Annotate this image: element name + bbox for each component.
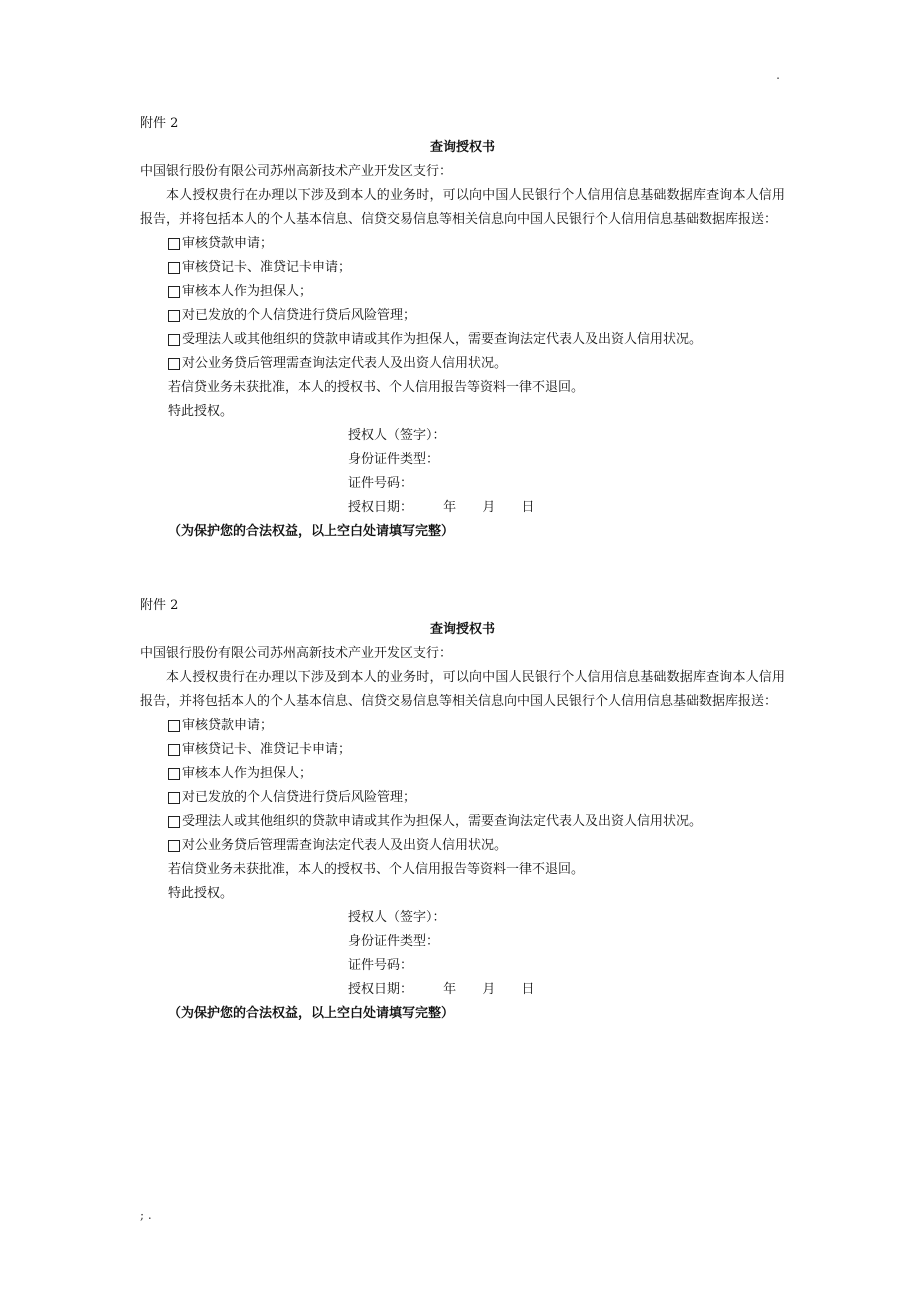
month-label: 月 <box>482 500 496 515</box>
option-item[interactable] <box>140 786 785 810</box>
special-authorization: 特此授权。 <box>168 404 234 419</box>
authorizer-signature-field[interactable]: 授权人（签字）： <box>348 910 446 925</box>
header-mark: . <box>776 68 780 82</box>
year-label: 年 <box>443 500 457 515</box>
option-item[interactable] <box>140 328 785 352</box>
option-label: 对已发放的个人信贷进行贷后风险管理； <box>182 308 417 323</box>
option-item[interactable] <box>140 714 785 738</box>
checkbox[interactable] <box>168 840 180 852</box>
no-return-statement: 若信贷业务未获批准，本人的授权书、个人信用报告等资料一律不退回。 <box>168 380 585 395</box>
option-item[interactable] <box>140 352 785 376</box>
option-label: 受理法人或其他组织的贷款申请或其作为担保人，需要查询法定代表人及出资人信用状况。 <box>182 332 703 347</box>
checkbox[interactable] <box>168 792 180 804</box>
completion-note: （为保护您的合法权益，以上空白处请填写完整） <box>168 1006 455 1021</box>
checkbox[interactable] <box>168 744 180 756</box>
special-authorization: 特此授权。 <box>168 886 234 901</box>
authorization-body: 本人授权贵行在办理以下涉及到本人的业务时，可以向中国人民银行个人信用信息基础数据库查询本人信用报告，并将包括本人的个人基本信息、信贷交易信息等相关信息向中国人民银行个人信用信息基础数据库报送： <box>140 188 785 227</box>
option-item[interactable] <box>140 810 785 834</box>
no-return-statement: 若信贷业务未获批准，本人的授权书、个人信用报告等资料一律不退回。 <box>168 862 585 877</box>
date-label: 授权日期： <box>348 500 414 515</box>
option-label: 审核本人作为担保人； <box>182 766 313 781</box>
id-type-field[interactable]: 身份证件类型： <box>348 934 440 949</box>
checkbox[interactable] <box>168 358 180 370</box>
authorization-date-field[interactable] <box>140 978 785 1002</box>
option-label: 对公业务贷后管理需查询法定代表人及出资人信用状况。 <box>182 838 508 853</box>
option-item[interactable] <box>140 762 785 786</box>
option-item[interactable] <box>140 256 785 280</box>
option-label: 审核本人作为担保人； <box>182 284 313 299</box>
option-item[interactable] <box>140 738 785 762</box>
day-label: 日 <box>521 500 535 515</box>
authorization-form-1 <box>140 112 785 544</box>
option-item[interactable] <box>140 834 785 858</box>
id-number-field[interactable]: 证件号码： <box>348 476 414 491</box>
checkbox[interactable] <box>168 310 180 322</box>
checkbox[interactable] <box>168 334 180 346</box>
authorization-date-field[interactable] <box>140 496 785 520</box>
checkbox[interactable] <box>168 816 180 828</box>
id-number-field[interactable]: 证件号码： <box>348 958 414 973</box>
authorization-body: 本人授权贵行在办理以下涉及到本人的业务时，可以向中国人民银行个人信用信息基础数据库查询本人信用报告，并将包括本人的个人基本信息、信贷交易信息等相关信息向中国人民银行个人信用信息基础数据库报送： <box>140 670 785 709</box>
option-label: 审核贷款申请； <box>182 718 274 733</box>
completion-note: （为保护您的合法权益，以上空白处请填写完整） <box>168 524 455 539</box>
checkbox[interactable] <box>168 768 180 780</box>
footer-mark: ; . <box>140 1208 152 1222</box>
addressee: 中国银行股份有限公司苏州高新技术产业开发区支行： <box>140 646 453 661</box>
option-label: 审核贷记卡、准贷记卡申请； <box>182 742 352 757</box>
checkbox[interactable] <box>168 720 180 732</box>
addressee: 中国银行股份有限公司苏州高新技术产业开发区支行： <box>140 164 453 179</box>
authorization-form-2 <box>140 594 785 1026</box>
checkbox[interactable] <box>168 238 180 250</box>
authorizer-signature-field[interactable]: 授权人（签字）： <box>348 428 446 443</box>
month-label: 月 <box>482 982 496 997</box>
option-label: 审核贷记卡、准贷记卡申请； <box>182 260 352 275</box>
year-label: 年 <box>443 982 457 997</box>
option-label: 审核贷款申请； <box>182 236 274 251</box>
date-label: 授权日期： <box>348 982 414 997</box>
option-label: 对公业务贷后管理需查询法定代表人及出资人信用状况。 <box>182 356 508 371</box>
option-label: 对已发放的个人信贷进行贷后风险管理； <box>182 790 417 805</box>
option-label: 受理法人或其他组织的贷款申请或其作为担保人，需要查询法定代表人及出资人信用状况。 <box>182 814 703 829</box>
checkbox[interactable] <box>168 286 180 298</box>
option-item[interactable] <box>140 280 785 304</box>
day-label: 日 <box>521 982 535 997</box>
id-type-field[interactable]: 身份证件类型： <box>348 452 440 467</box>
option-item[interactable] <box>140 232 785 256</box>
form-title: 查询授权书 <box>429 622 495 637</box>
form-title: 查询授权书 <box>429 140 495 155</box>
option-item[interactable] <box>140 304 785 328</box>
checkbox[interactable] <box>168 262 180 274</box>
attachment-label: 附件 2 <box>140 116 179 131</box>
attachment-label: 附件 2 <box>140 598 179 613</box>
